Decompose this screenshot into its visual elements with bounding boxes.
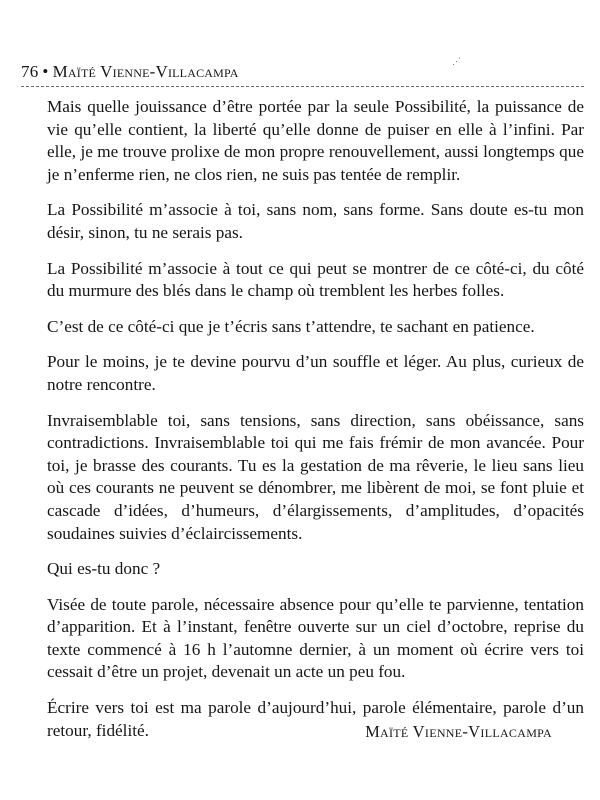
paragraph: Mais quelle jouissance d’être portée par la seule Possibilité, la puissance de vie qu’elle contient, la liberté qu’elle donne de puiser en elle à l’infini. Par elle, je me trouve prolixe de mon propre renouvellement, aussi longtemps que je n’enferme rien, ne clos rien, ne suis pas tentée de remplir. — [47, 97, 584, 184]
paragraph: La Possibilité m’associe à toi, sans nom, sans forme. Sans doute es-tu mon désir, sinon, tu ne serais pas. — [47, 200, 584, 242]
header-author: Maïté Vienne-Villacampa — [52, 62, 239, 81]
paragraph: Pour le moins, je te devine pourvu d’un souffle et léger. Au plus, curieux de notre rencontre. — [47, 352, 584, 394]
paragraph: Invraisemblable toi, sans tensions, sans direction, sans obéissance, sans contradictions. Invraisemblable toi qui me fais frémir de mon avancée. Pour toi, je brasse des courants. Tu es la gestation de ma rêverie, le lieu sans lieu où ces courants ne peuvent se dénombrer, me libèrent de moi, se font pluie et cascade d’idées, d’humeurs, d’élargissements, d’amplitudes, d’opacités soudaines suivies d’éclaircissements. — [47, 410, 584, 543]
paragraph: Visée de toute parole, nécessaire absence pour qu’elle te parvienne, tentation d’apparition. Et à l’instant, fenêtre ouverte sur un ciel d’octobre, reprise du texte commencé à 16 h l’automne dernier, à un moment où écrire vers toi cessait d’être un projet, devenait un acte un peu fou. — [47, 594, 584, 682]
signature: Maïté Vienne-Villacampa — [365, 722, 552, 741]
paragraph: Écrire vers toi est ma parole d’aujourd’hui, parole élémentaire, parole d’un retour, fidélité. — [47, 698, 584, 740]
paragraph: C’est de ce côté-ci que je t’écris sans t’attendre, te sachant en patience. — [47, 316, 535, 336]
header-separator: • — [42, 62, 49, 81]
paragraph: La Possibilité m’associe à tout ce qui peut se montrer de ce côté-ci, du côté du murmure des blés dans le champ où tremblent les herbes folles. — [47, 258, 584, 301]
scan-speck: ⋰ — [452, 56, 461, 66]
paragraph: Qui es-tu donc ? — [47, 559, 161, 579]
body-text — [47, 96, 584, 755]
running-header — [21, 62, 239, 82]
page-number: 76 — [21, 62, 39, 81]
header-rule — [21, 86, 584, 87]
